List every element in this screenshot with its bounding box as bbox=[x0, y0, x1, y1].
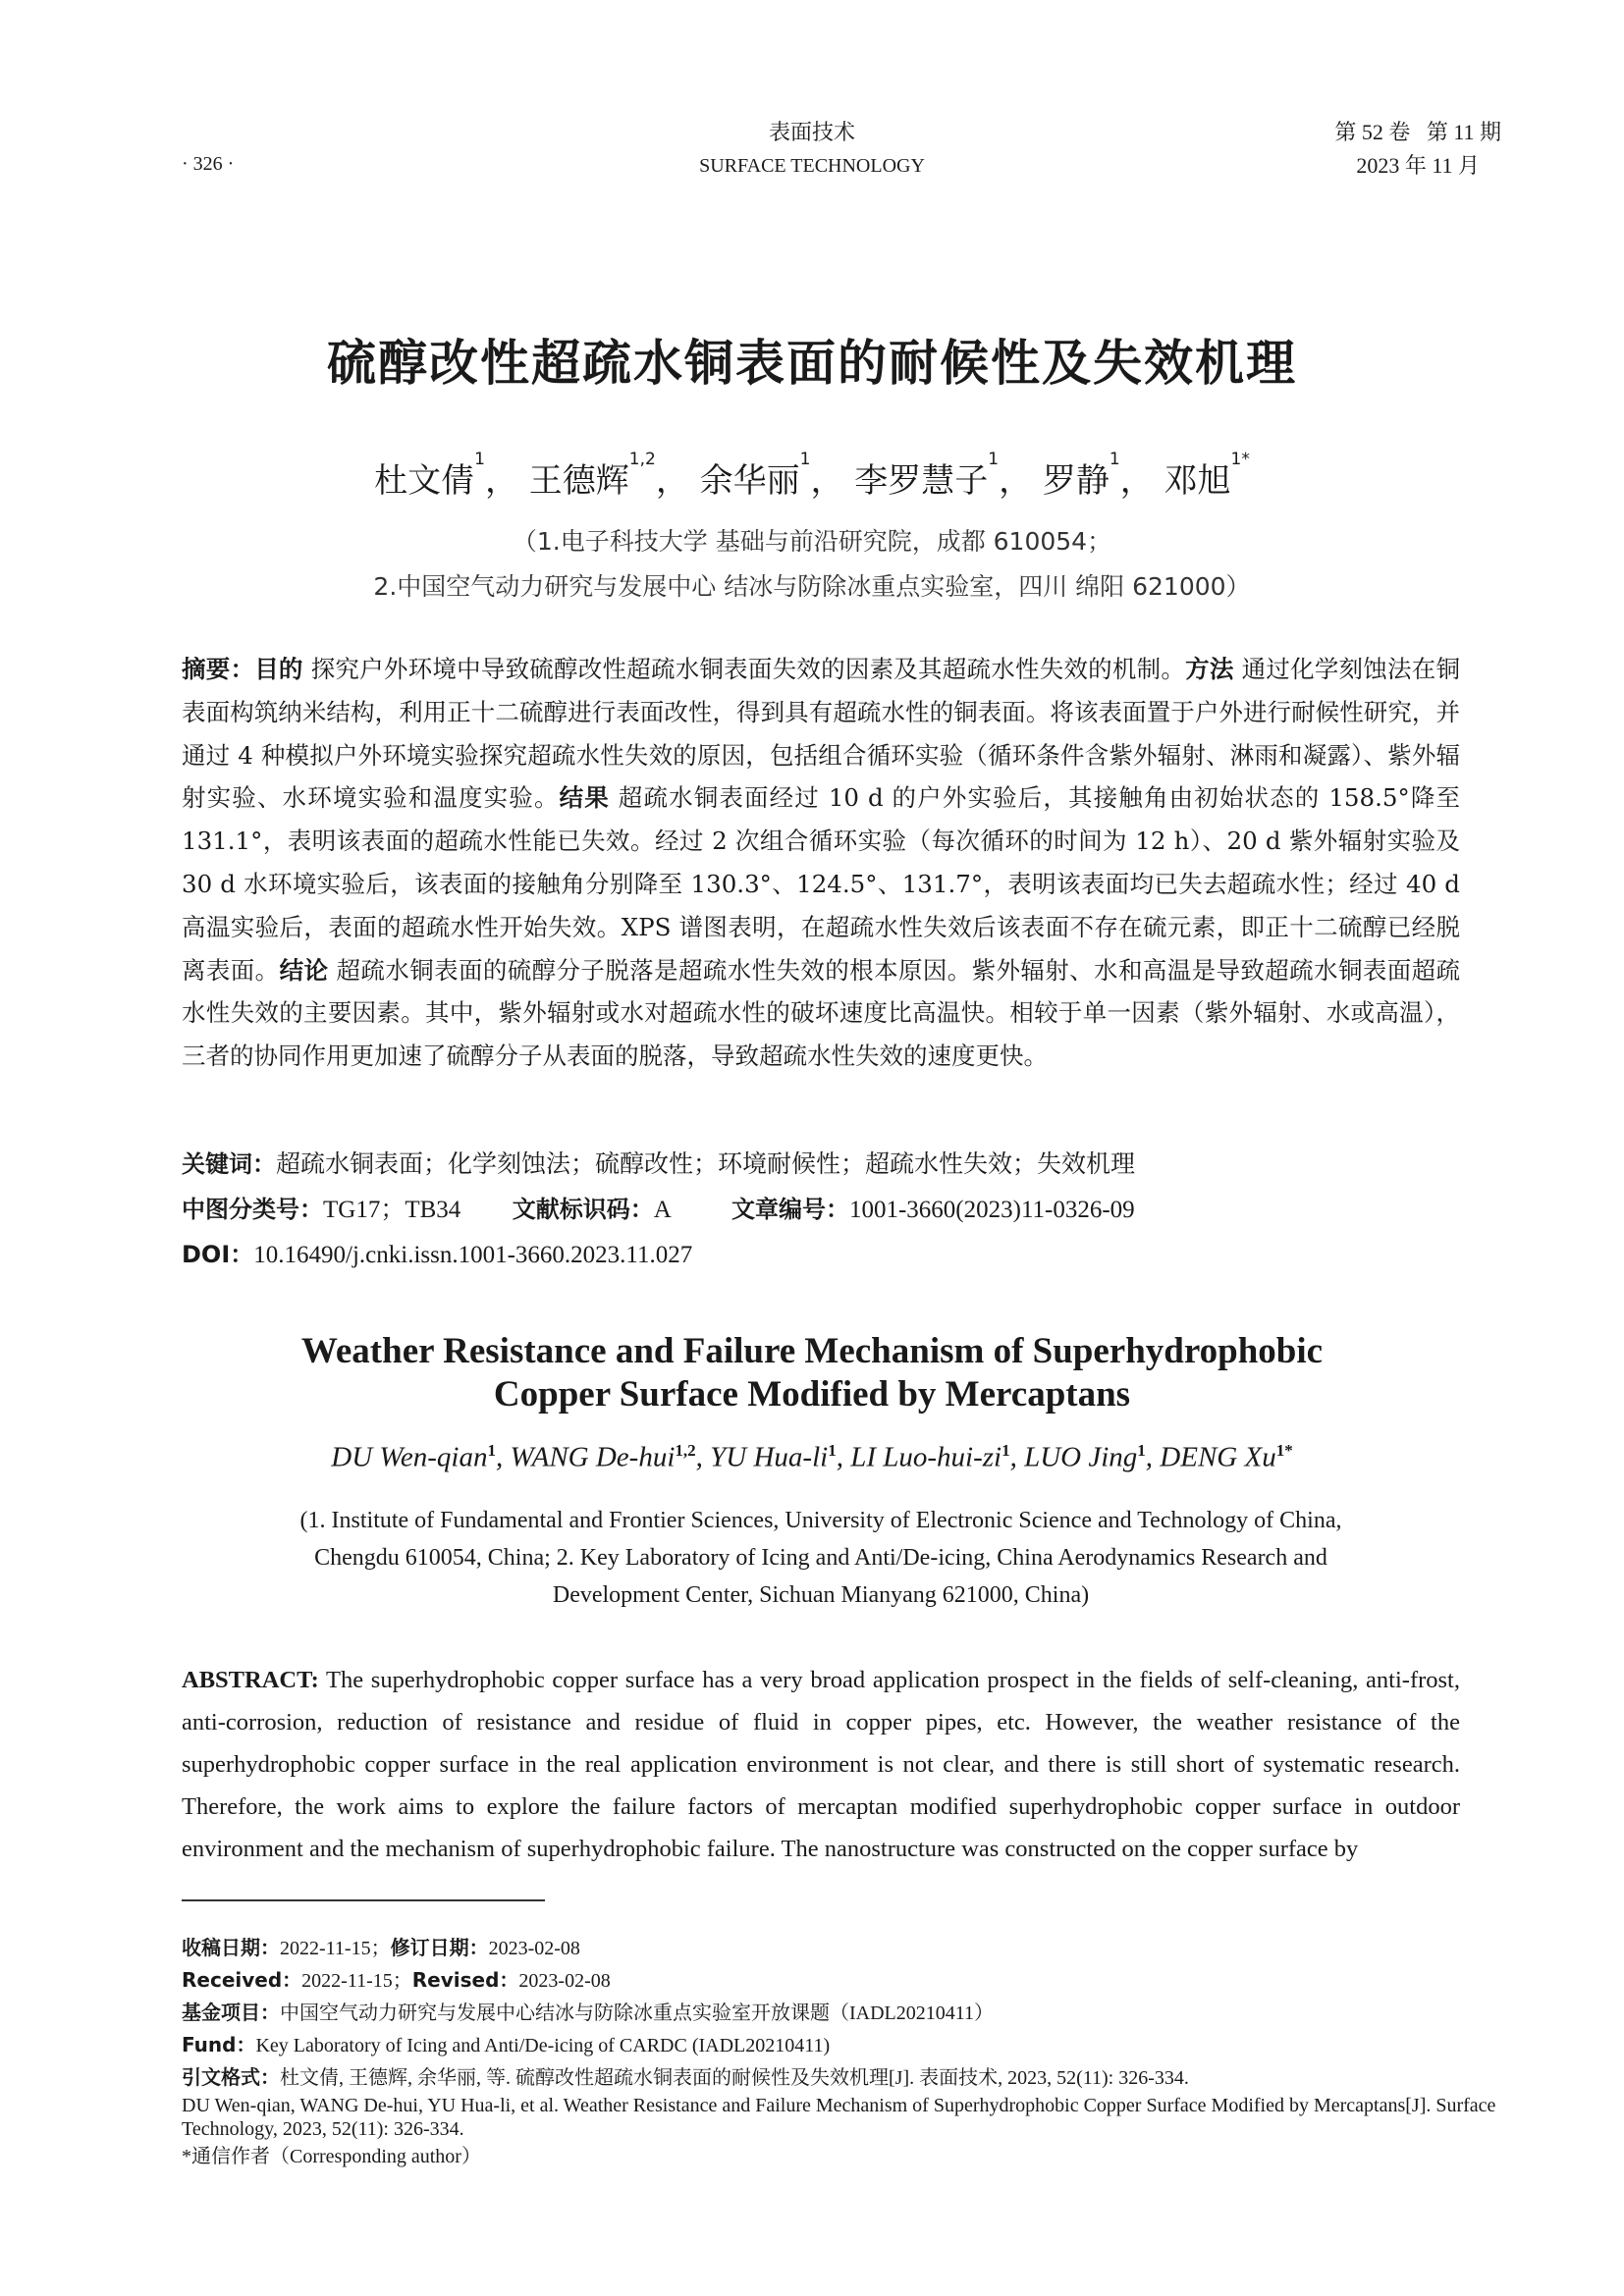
author-name-en: LUO Jing bbox=[1024, 1441, 1138, 1473]
method-text: 通过化学刻蚀法在铜表面构筑纳米结构，利用正十二硫醇进行表面改性，得到具有超疏水性的铜表面。将该表面置于户外进行耐候性研究，并通过 4 种模拟户外环境实验探究超疏水性失效的原因，包括组合循环实验（循环条件含紫外辐射、淋雨和凝露）、紫外辐射实验、水环境实验和温度实验。 bbox=[182, 655, 1460, 813]
keywords-label: 关键词： bbox=[182, 1150, 276, 1178]
author-affil-mark: 1 bbox=[799, 450, 811, 469]
affiliation-en bbox=[182, 1502, 1460, 1614]
purpose-text: 探究户外环境中导致硫醇改性超疏水铜表面失效的因素及其超疏水性失效的机制。 bbox=[302, 655, 1186, 683]
author-name: 王德辉 bbox=[528, 461, 629, 501]
article-number-label: 文章编号： bbox=[731, 1196, 849, 1223]
method-label: 方法 bbox=[1185, 655, 1234, 683]
clc-value: TG17；TB34 bbox=[323, 1197, 461, 1223]
result-text: 超疏水铜表面经过 10 d 的户外实验后，其接触角由初始状态的 158.5°降至 131.1°，表明该表面的超疏水性能已失效。经过 2 次组合循环实验（每次循环的时间为 12 h）、20 d 紫外辐射实验及 30 d 水环境实验后，该表面的接触角分别降至 130.3°、124.5°、131.7°，表明该表面均已失去超疏水性；经过 40 d 高温实验后，表面的超疏水性开始失效。XPS 谱图表明，在超疏水性失效后该表面不存在硫元素，即正十二硫醇已经脱离表面。 bbox=[182, 783, 1461, 985]
received-en bbox=[182, 1964, 1507, 1997]
doc-code-label: 文献标识码： bbox=[512, 1196, 654, 1223]
affiliation-en-line2: Chengdu 610054, China; 2. Key Laboratory of Icing and Anti/De-icing, China Aerodynamics Research and bbox=[314, 1545, 1327, 1571]
doi-value: 10.16490/j.cnki.issn.1001-3660.2023.11.027 bbox=[253, 1242, 693, 1268]
keywords bbox=[182, 1145, 1460, 1180]
doi-line bbox=[182, 1235, 1460, 1269]
author-name-en: WANG De-hui bbox=[510, 1441, 676, 1473]
author-name: 余华丽 bbox=[699, 461, 800, 501]
conclusion-label: 结论 bbox=[279, 955, 329, 985]
author-name: 罗静 bbox=[1042, 461, 1110, 501]
author-name: 邓旭 bbox=[1164, 461, 1231, 501]
purpose-label: 目的 bbox=[254, 655, 303, 683]
affiliation-cn-line2: 2.中国空气动力研究与发展中心 结冰与防除冰重点实验室，四川 绵阳 621000） bbox=[373, 572, 1251, 601]
abstract-en bbox=[182, 1659, 1460, 1870]
author-name-en: DENG Xu bbox=[1160, 1441, 1276, 1473]
page-header bbox=[0, 116, 1624, 194]
issue-date: 2023 年 11 月 bbox=[1356, 153, 1480, 178]
journal-name-cn: 表面技术 bbox=[768, 120, 855, 144]
author-affil-mark: 1 bbox=[474, 450, 485, 469]
author-affil-mark: 1 bbox=[1109, 450, 1120, 469]
doi-label: DOI： bbox=[182, 1241, 254, 1268]
received-en-date: 2022-11-15； bbox=[301, 1970, 412, 1992]
classification-line bbox=[182, 1190, 1460, 1225]
received-cn-label: 收稿日期： bbox=[182, 1936, 280, 1959]
author-list-cn: 杜文倩$^1$， 王德辉$^{1,2}$， 余华丽$^1$， 李罗慧子$^1$， 罗静$^1$， 邓旭$^{1*}$ bbox=[374, 450, 1250, 501]
author-affil-mark: 1,2 bbox=[628, 450, 656, 469]
author-affil-mark: 1 bbox=[828, 1441, 837, 1460]
corresponding-author: *通信作者（Corresponding author） bbox=[182, 2146, 481, 2167]
citation-cn-label: 引文格式： bbox=[182, 2065, 280, 2089]
title-en-line1: Weather Resistance and Failure Mechanism of Superhydrophobic bbox=[300, 1331, 1324, 1371]
volume-issue: 第 52 卷 第 11 期 bbox=[1334, 120, 1501, 144]
affiliation-cn-line1: （1.电子科技大学 基础与前沿研究院，成都 610054； bbox=[512, 527, 1112, 556]
author-name: 李罗慧子 bbox=[854, 461, 989, 501]
citation-cn-text: 杜文倩, 王德辉, 余华丽, 等. 硫醇改性超疏水铜表面的耐候性及失效机理[J]. 表面技术, 2023, 52(11): 326-334. bbox=[280, 2067, 1189, 2089]
clc-label: 中图分类号： bbox=[182, 1196, 323, 1223]
author-name: 杜文倩 bbox=[374, 461, 475, 501]
received-en-label: Received： bbox=[182, 1968, 302, 1992]
author-name-en: DU Wen-qian bbox=[331, 1441, 488, 1473]
author-name-en: LI Luo-hui-zi bbox=[850, 1441, 1002, 1473]
received-cn bbox=[182, 1932, 1507, 1964]
footnote-divider bbox=[182, 1899, 545, 1901]
revised-en-label: Revised： bbox=[411, 1968, 519, 1992]
received-cn-date: 2022-11-15； bbox=[280, 1938, 391, 1959]
author-affil-mark: 1 bbox=[988, 450, 1000, 469]
fund-en-label: Fund： bbox=[182, 2033, 256, 2056]
revised-en-date: 2023-02-08 bbox=[518, 1970, 611, 1992]
author-name-en: YU Hua-li bbox=[710, 1441, 829, 1473]
author-affil-mark: 1* bbox=[1230, 450, 1250, 469]
result-label: 结果 bbox=[559, 783, 610, 813]
author-list-en: DU Wen-qian$^1$, WANG De-hui$^{1,2}$, YU Hua-$li^1$, LI Luo-$hui-zi^1$, LUO Jing$^1$, DENG $Xu^{1*}$ bbox=[331, 1441, 1293, 1473]
doc-code-value: A bbox=[653, 1197, 671, 1223]
affiliation-en-line3: Development Center, Sichuan Mianyang 621000, China) bbox=[552, 1582, 1090, 1608]
abstract-en-text: The superhydrophobic copper surface has a very broad application prospect in the fields of self-cleaning, anti-frost, anti-corrosion, reduction of resistance and residue of fluid in copper pipes, etc. However, the weather resistance of the superhydrophobic copper surface in the real application environment is not clear, and there is still short of systematic research. Therefore, the work aims to explore the failure factors of mercaptan modified superhydrophobic copper surface in outdoor environment and the mechanism of superhydrophobic failure. The nanostructure was constructed on the copper surface by bbox=[182, 1667, 1460, 1862]
abstract-en-label: ABSTRACT: bbox=[182, 1667, 319, 1693]
citation-cn bbox=[182, 2061, 1507, 2094]
author-affil-mark: 1 bbox=[1137, 1441, 1146, 1460]
title-en-line2: Copper Surface Modified by Mercaptans bbox=[493, 1374, 1131, 1415]
fund-en bbox=[182, 2029, 1507, 2061]
fund-cn-text: 中国空气动力研究与发展中心结冰与防除冰重点实验室开放课题（IADL20210411） bbox=[280, 2002, 995, 2024]
footnotes bbox=[182, 1932, 1507, 2172]
issue-info bbox=[1334, 116, 1501, 183]
keywords-text: 超疏水铜表面；化学刻蚀法；硫醇改性；环境耐候性；超疏水性失效；失效机理 bbox=[276, 1151, 1136, 1178]
abstract-cn bbox=[182, 648, 1460, 1078]
journal-name-en: SURFACE TECHNOLOGY bbox=[699, 155, 925, 177]
fund-en-text: Key Laboratory of Icing and Anti/De-icing of CARDC (IADL20210411) bbox=[255, 2035, 831, 2056]
author-affil-mark: 1* bbox=[1275, 1441, 1293, 1460]
fund-cn bbox=[182, 1997, 1507, 2029]
author-affil-mark: 1 bbox=[487, 1441, 496, 1460]
page-number: · 326 · bbox=[182, 153, 235, 175]
citation-en: DU Wen-qian, WANG De-hui, YU Hua-li, et al. Weather Resistance and Failure Mechanism of Superhydrophobic Copper Surface Modified by Mercaptans[J]. Surface Technology, 2023, 52(11): 326-334. bbox=[182, 2095, 1496, 2140]
author-affil-mark: 1 bbox=[1001, 1441, 1010, 1460]
article-number-value: 1001-3660(2023)11-0326-09 bbox=[848, 1197, 1135, 1223]
abstract-label: 摘要： bbox=[182, 655, 255, 683]
revised-cn-date: 2023-02-08 bbox=[488, 1938, 580, 1959]
paper-title-cn: 硫醇改性超疏水铜表面的耐候性及失效机理 bbox=[327, 335, 1297, 392]
revised-cn-label: 修订日期： bbox=[390, 1936, 489, 1959]
fund-cn-label: 基金项目： bbox=[182, 2001, 280, 2024]
author-affil-mark: 1,2 bbox=[675, 1441, 696, 1460]
conclusion-text: 超疏水铜表面的硫醇分子脱落是超疏水性失效的根本原因。紫外辐射、水和高温是导致超疏水铜表面超疏水性失效的主要因素。其中，紫外辐射或水对超疏水性的破坏速度比高温快。相较于单一因素（紫外辐射、水或高温），三者的协同作用更加速了硫醇分子从表面的脱落，导致超疏水性失效的速度更快。 bbox=[182, 955, 1460, 1071]
affiliation-en-line1: (1. Institute of Fundamental and Frontier Sciences, University of Electronic Science and Technology of China, bbox=[299, 1508, 1342, 1533]
paper-title-en bbox=[0, 1330, 1624, 1416]
